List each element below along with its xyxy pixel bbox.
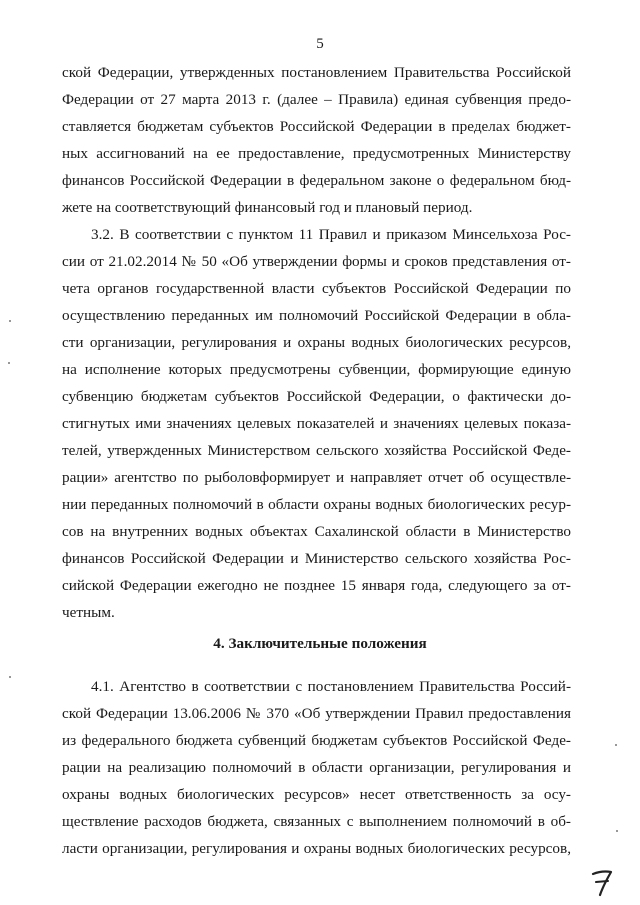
text-line: охраны водных биологических ресурсов» несет ответственность за осу- [62, 786, 571, 803]
scan-speck [9, 676, 11, 678]
text-line: ществление расходов бюджета, связанных с выполнением полномочий в об- [62, 813, 571, 830]
text-line: сийской Федерации ежегодно не позднее 15 января года, следующего за от- [62, 577, 571, 594]
text-line: сти организации, регулирования и охраны водных биологических ресурсов, [62, 334, 571, 351]
page-number: 5 [316, 36, 324, 52]
text-line: 4.1. Агентство в соответствии с постановлением Правительства Россий- [91, 678, 571, 695]
text-line: ставляется бюджетам субъектов Российской Федерации в пределах бюджет- [62, 118, 571, 135]
text-line: рации на реализацию полномочий в области организации, регулирования и [62, 759, 571, 776]
section-4-heading: 4. Заключительные положения [213, 635, 427, 652]
text-line: 3.2. В соответствии с пунктом 11 Правил и приказом Минсельхоза Рос- [91, 226, 571, 243]
text-line: ласти организации, регулирования и охраны водных биологических ресурсов, [62, 840, 571, 857]
text-line: сии от 21.02.2014 № 50 «Об утверждении формы и сроков представления от- [62, 253, 571, 270]
text-line: осуществлению переданных им полномочий Российской Федерации в обла- [62, 307, 571, 324]
text-line: на исполнение которых предусмотрены субвенции, формирующие единую [62, 361, 571, 378]
scan-speck [8, 362, 10, 364]
text-line: из федерального бюджета субвенций бюджетам субъектов Российской Феде- [62, 732, 571, 749]
text-line: жете на соответствующий финансовый год и плановый период. [62, 199, 473, 216]
text-line: сов на внутренних водных объектах Сахалинской области в Министерство [62, 523, 571, 540]
text-line: нии переданных полномочий в области охраны водных биологических ресур- [62, 496, 571, 513]
text-line: рации» агентство по рыболовформирует и направляет отчет об осуществле- [62, 469, 571, 486]
text-line: финансов Российской Федерации и Министерство сельского хозяйства Рос- [62, 550, 571, 567]
text-line: стигнутых ими значениях целевых показателей и значениях целевых показа- [62, 415, 571, 432]
text-line: четным. [62, 604, 115, 621]
scan-speck [9, 320, 11, 322]
text-line: Федерации от 27 марта 2013 г. (далее – Правила) единая субвенция предо- [62, 91, 571, 108]
text-line: ской Федерации, утвержденных постановлением Правительства Российской [62, 64, 571, 81]
text-line: чета органов государственной власти субъектов Российской Федерации по [62, 280, 571, 297]
text-line: субвенцию бюджетам субъектов Российской Федерации, о фактически до- [62, 388, 571, 405]
text-line: ской Федерации 13.06.2006 № 370 «Об утверждении Правил предоставления [62, 705, 571, 722]
scan-speck [615, 744, 617, 746]
text-line: ных ассигнований на ее предоставление, предусмотренных Министерству [62, 145, 571, 162]
text-line: финансов Российской Федерации в федеральном законе о федеральном бюд- [62, 172, 571, 189]
text-line: телей, утвержденных Министерством сельского хозяйства Российской Феде- [62, 442, 571, 459]
scan-speck [616, 830, 618, 832]
handwritten-page-mark [590, 868, 614, 898]
